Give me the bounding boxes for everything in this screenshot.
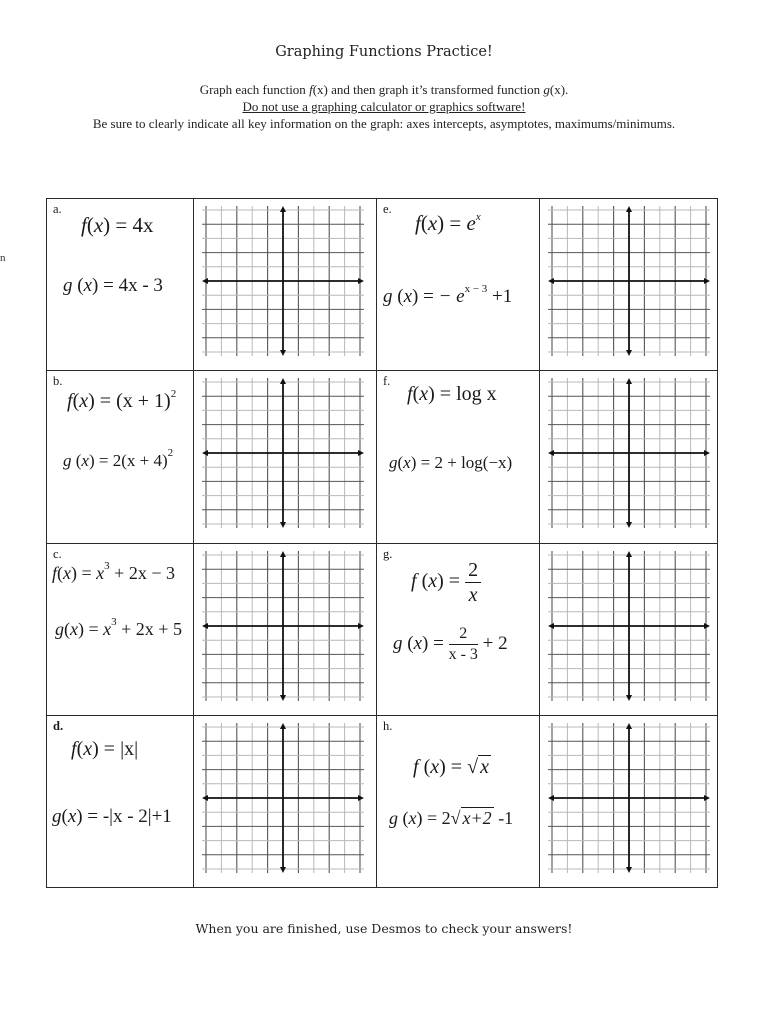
instruction-line-3: Be sure to clearly indicate all key information on the graph: axes intercepts, asymptotes, maximums/minimums. [92, 116, 676, 131]
problem-f [377, 371, 540, 543]
problem-g [377, 543, 540, 715]
problem-label: d. [53, 718, 64, 733]
coordinate-grid[interactable] [202, 551, 364, 701]
f-equation: f(x) = log x [407, 383, 497, 406]
g-equation: g(x) = -|x - 2|+1 [52, 805, 172, 827]
graph-cell-e[interactable] [540, 199, 718, 371]
problem-label: b. [53, 374, 63, 389]
margin-artifact: n [0, 252, 6, 264]
graph-cell-h[interactable] [540, 715, 718, 887]
problems-table [46, 198, 718, 888]
problem-label: c. [53, 546, 62, 561]
g-equation: g (x) = − $e^{x - 3} +1$ [383, 283, 513, 307]
problem-b [47, 371, 194, 543]
coordinate-grid[interactable] [548, 378, 710, 528]
page-title: Graphing Functions Practice! [275, 44, 493, 60]
problem-a [47, 199, 194, 371]
problem-label: f. [383, 374, 391, 389]
coordinate-grid[interactable] [202, 206, 364, 356]
instruction-line-1: Graph each function f(x) and then graph it’s transformed function g(x). [199, 82, 569, 97]
f-equation: $f(x) = (x + 1)^2$ [67, 388, 177, 413]
coordinate-grid[interactable] [548, 206, 710, 356]
instruction-warning: Do not use a graphing calculator or graphics software! [242, 99, 526, 114]
graph-cell-b[interactable] [194, 371, 377, 543]
problem-d [47, 715, 194, 887]
problem-label: a. [53, 202, 62, 216]
g-equation: g (x) = 4x - 3 [63, 275, 163, 296]
table-row [47, 715, 718, 887]
instructions [90, 81, 678, 132]
graph-cell-g[interactable] [540, 543, 718, 715]
g-equation: g (x) = $\frac{2}{x - 3}$ + 2 [393, 624, 508, 663]
coordinate-grid[interactable] [548, 551, 710, 701]
footer-note: When you are finished, use Desmos to check your answers! [195, 921, 573, 936]
problem-label: e. [383, 202, 392, 216]
table-row [47, 371, 718, 543]
problem-e [377, 199, 540, 371]
coordinate-grid[interactable] [202, 378, 364, 528]
problem-c [47, 543, 194, 715]
g-equation: g (x) = 2√ x+2 -1 [389, 807, 514, 828]
graph-cell-a[interactable] [194, 199, 377, 371]
f-equation: $f(x) = x^3 + 2x - 3$ [52, 559, 175, 583]
f-equation: f(x) = 4x [81, 213, 154, 237]
g-equation: g $(x) = 2(x + 4)^2$ [63, 447, 174, 471]
graph-cell-f[interactable] [540, 371, 718, 543]
problem-label: g. [383, 546, 393, 561]
graph-cell-d[interactable] [194, 715, 377, 887]
f-equation: f (x) = $\frac{2}{x}$ [411, 560, 481, 605]
f-equation: f (x) = √ x [413, 755, 489, 778]
coordinate-grid[interactable] [202, 723, 364, 873]
f-equation: f(x) = |x| [71, 737, 139, 760]
problem-label: h. [383, 718, 393, 733]
g-equation: g(x) = 2 + log(−x) [389, 453, 513, 473]
f-equation: $f(x) = e^x$ [415, 211, 481, 235]
coordinate-grid[interactable] [548, 723, 710, 873]
table-row [47, 199, 718, 371]
table-row [47, 543, 718, 715]
problem-h [377, 715, 540, 887]
g-equation: $g(x) = x^3 + 2x + 5$ [55, 615, 182, 639]
graph-cell-c[interactable] [194, 543, 377, 715]
